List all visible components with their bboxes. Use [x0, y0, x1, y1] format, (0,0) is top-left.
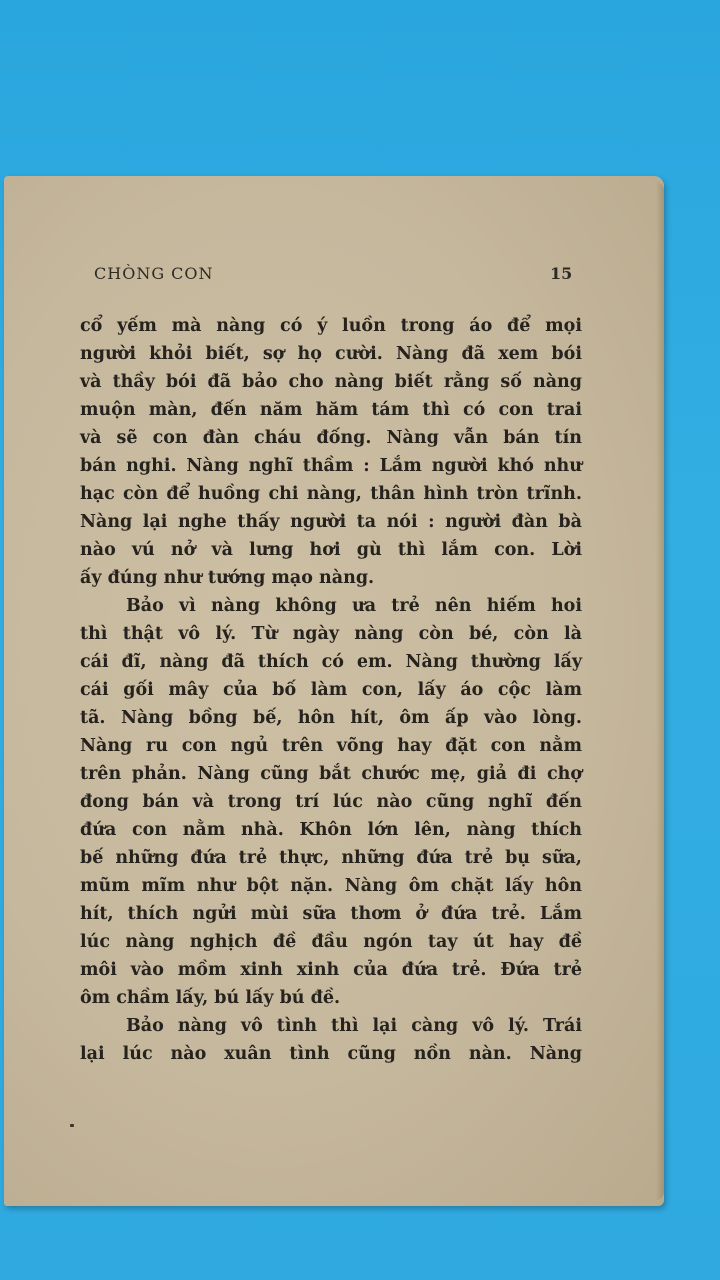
text-line: tã. Nàng bồng bế, hôn hít, ôm ấp vào lòng.: [80, 708, 582, 728]
text-line: và thầy bói đã bảo cho nàng biết rằng số nàng: [80, 372, 582, 392]
text-line: Nàng lại nghe thấy người ta nói : người đàn bà: [80, 512, 582, 532]
text-line: nào vú nở và lưng hơi gù thì lắm con. Lời: [80, 540, 582, 560]
text-line: Bảo nàng vô tình thì lại càng vô lý. Trái: [126, 1016, 582, 1036]
text-line: lại lúc nào xuân tình cũng nồn nàn. Nàng: [80, 1044, 582, 1064]
margin-mark: [70, 1124, 74, 1127]
text-line: ấy đúng như tướng mạo nàng.: [80, 568, 375, 588]
running-head: CHÒNG CON: [94, 264, 214, 283]
text-line: ôm chầm lấy, bú lấy bú đề.: [80, 988, 341, 1008]
text-line: hạc còn để huồng chi nàng, thân hình tròn trĩnh.: [80, 484, 582, 504]
text-line: bế những đứa trẻ thực, những đứa trẻ bụ sữa,: [80, 848, 582, 868]
text-line: muộn màn, đến năm hăm tám thì có con trai: [80, 400, 582, 420]
body-text: [80, 312, 582, 1068]
text-line: cái đĩ, nàng đã thích có em. Nàng thường lấy: [80, 652, 582, 672]
text-line: cái gối mây của bố làm con, lấy áo cộc làm: [80, 680, 582, 700]
text-line: người khỏi biết, sợ họ cười. Nàng đã xem bói: [80, 344, 582, 364]
text-line: đong bán và trong trí lúc nào cũng nghĩ đến: [80, 792, 582, 812]
text-line: lúc nàng nghịch đề đầu ngón tay út hay đề: [80, 932, 582, 952]
text-line: và sẽ con đàn cháu đống. Nàng vẫn bán tín: [80, 428, 582, 448]
page-edge-shadow: [656, 182, 664, 1200]
book-page: [4, 176, 664, 1206]
text-line: đứa con nằm nhà. Khôn lớn lên, nàng thích: [80, 820, 582, 840]
text-line: thì thật vô lý. Từ ngày nàng còn bé, còn là: [80, 624, 582, 644]
text-line: mũm mĩm như bột nặn. Nàng ôm chặt lấy hôn: [80, 876, 582, 896]
text-line: Nàng ru con ngủ trên võng hay đặt con nằm: [80, 736, 582, 756]
text-line: cổ yếm mà nàng có ý luồn trong áo để mọi: [80, 316, 582, 336]
text-line: hít, thích ngửi mùi sữa thơm ở đứa trẻ. Lắm: [80, 904, 582, 924]
page-number: 15: [550, 264, 573, 283]
text-line: môi vào mồm xinh xinh của đứa trẻ. Đứa trẻ: [80, 960, 582, 980]
text-line: Bảo vì nàng không ưa trẻ nên hiếm hoi: [126, 596, 582, 616]
text-line: bán nghi. Nàng nghĩ thầm : Lắm người khó như: [80, 456, 582, 476]
text-line: trên phản. Nàng cũng bắt chước mẹ, giả đi chợ: [80, 764, 582, 784]
